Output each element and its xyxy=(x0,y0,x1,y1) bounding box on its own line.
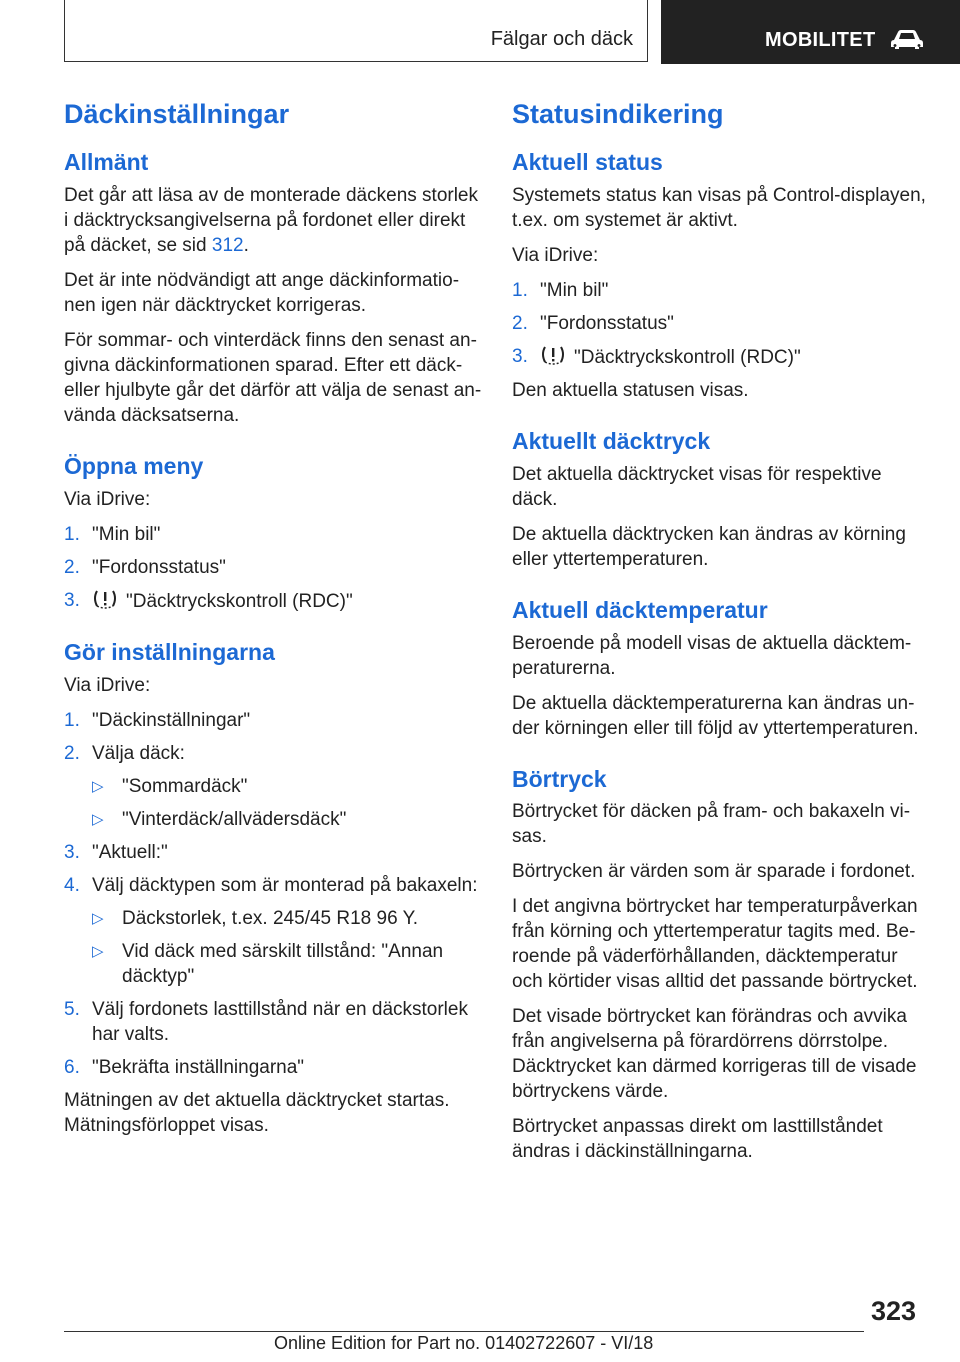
step-text: "Aktuell:" xyxy=(92,841,168,863)
step-text: "Däcktryckskontroll (RDC)" xyxy=(574,347,801,369)
step-number: 1. xyxy=(64,523,80,545)
paragraph: För sommar- och vinterdäck finns den senast angivna däckinformationen sparad. Efter ett däck- eller hjulbyte går det därför att välja de senast använda däcksatserna. xyxy=(64,330,482,427)
sub-item-text: "Vinterdäck/allvädersdäck" xyxy=(122,808,347,830)
triangle-bullet-icon: ▷ xyxy=(92,942,104,960)
list-item xyxy=(64,741,484,832)
step-text: Välj fordonets lasttillstånd när en däckstorlek har valts. xyxy=(92,998,468,1045)
step-text: "Fordonsstatus" xyxy=(540,313,674,335)
page-header xyxy=(64,0,960,64)
step-text: "Min bil" xyxy=(540,280,609,302)
list-item xyxy=(64,555,484,580)
list-item xyxy=(64,708,484,733)
list-item xyxy=(64,840,484,865)
step-number: 2. xyxy=(64,742,80,764)
heading-make-settings: Gör inställningarna xyxy=(64,638,275,665)
sub-list xyxy=(92,906,484,989)
paragraph: Via iDrive: xyxy=(64,674,151,696)
step-text: Välj däcktypen som är monterad på bakaxeln: xyxy=(92,874,478,896)
left-column xyxy=(64,98,484,1148)
list-item xyxy=(64,522,484,547)
triangle-bullet-icon: ▷ xyxy=(92,810,104,828)
heading-target-pressure: Börtryck xyxy=(512,765,607,792)
paragraph: Systemets status kan visas på Control-displayen, t.ex. om systemet är aktivt. xyxy=(512,185,926,232)
list-item xyxy=(512,278,928,303)
sub-item-text: "Sommardäck" xyxy=(122,775,248,797)
sub-list-item xyxy=(92,807,484,832)
paragraph: Börtrycken är värden som är sparade i fordonet. xyxy=(512,861,916,883)
page-number: 323 xyxy=(871,1296,917,1326)
tire-pressure-warning-icon xyxy=(92,588,118,610)
paragraph xyxy=(64,183,484,258)
list-item xyxy=(64,588,484,614)
paragraph: De aktuella däcktemperaturerna kan ändras under körningen eller till följd av yttertemperaturen. xyxy=(512,692,919,739)
paragraph: Beroende på modell visas de aktuella däcktemperaturerna. xyxy=(512,632,912,679)
heading-open-menu: Öppna meny xyxy=(64,453,204,480)
paragraph: Det aktuella däcktrycket visas för respektive däck. xyxy=(512,463,882,510)
sub-list-item xyxy=(92,939,484,989)
footer-edition: Online Edition for Part no. 01402722607 - VI/18 xyxy=(274,1333,654,1353)
steps-list xyxy=(512,278,928,370)
heading-current-pressure: Aktuellt däcktryck xyxy=(512,428,711,455)
step-number: 2. xyxy=(64,556,80,578)
step-text: "Däckinställningar" xyxy=(92,709,251,731)
triangle-bullet-icon: ▷ xyxy=(92,777,104,795)
paragraph: Via iDrive: xyxy=(64,488,151,510)
paragraph: I det angivna börtrycket har temperaturpåverkan från körning och yttertemperatur tagits med. Beroende på väderförhållanden, däcktemperatur och körtider visas alltid det passande börtrycket. xyxy=(512,896,918,993)
section-make-settings xyxy=(64,638,484,1138)
sub-list xyxy=(92,774,484,832)
step-text: "Min bil" xyxy=(92,523,161,545)
section-header-box xyxy=(64,0,648,62)
chapter-title: MOBILITET xyxy=(765,29,876,51)
main-heading-status-indication: Statusindikering xyxy=(512,99,724,129)
heading-current-status: Aktuell status xyxy=(512,149,663,176)
step-number: 3. xyxy=(512,346,528,368)
steps-list xyxy=(64,522,484,614)
step-number: 2. xyxy=(512,313,528,335)
paragraph: Börtrycket anpassas direkt om lasttillståndet ändras i däckinställningarna. xyxy=(512,1116,883,1163)
tire-pressure-warning-icon xyxy=(540,344,566,366)
list-item xyxy=(512,311,928,336)
section-current-pressure xyxy=(512,427,928,572)
sub-item-text: Däckstorlek, t.ex. 245/45 R18 96 Y. xyxy=(122,907,419,929)
sub-list-item xyxy=(92,774,484,799)
step-number: 3. xyxy=(64,841,80,863)
section-current-temperature xyxy=(512,596,928,741)
paragraph: Det visade börtrycket kan förändras och avvika från angivelserna på förardörrens dörrstolpe. Däcktrycket kan därmed korrigeras till de visade börtryckens värde. xyxy=(512,1006,917,1103)
step-text: "Bekräfta inställningarna" xyxy=(92,1056,305,1078)
steps-list xyxy=(64,708,484,1080)
paragraph: Det är inte nödvändigt att ange däckinformationen igen när däcktrycket korrigeras. xyxy=(64,270,460,317)
paragraph: Den aktuella statusen visas. xyxy=(512,380,749,402)
paragraph: Via iDrive: xyxy=(512,245,599,267)
step-number: 1. xyxy=(512,280,528,302)
paragraph: De aktuella däcktrycken kan ändras av körning eller yttertemperaturen. xyxy=(512,523,906,570)
paragraph: Mätningen av det aktuella däcktrycket startas. Mätningsförloppet visas. xyxy=(64,1089,450,1136)
step-number: 5. xyxy=(64,998,80,1020)
section-title: Fälgar och däck xyxy=(490,28,633,50)
section-general xyxy=(64,148,484,428)
step-number: 1. xyxy=(64,709,80,731)
paragraph: Börtrycket för däcken på fram- och bakaxeln visas. xyxy=(512,801,911,848)
main-heading-tire-settings: Däckinställningar xyxy=(64,99,290,129)
page-reference-link[interactable]: 312 xyxy=(211,235,244,257)
step-text: "Fordonsstatus" xyxy=(92,556,226,578)
right-column xyxy=(512,98,928,1174)
step-text: "Däcktryckskontroll (RDC)" xyxy=(126,590,353,612)
section-current-status xyxy=(512,148,928,403)
chapter-tab xyxy=(661,0,960,64)
heading-current-temperature: Aktuell däcktemperatur xyxy=(512,596,768,623)
car-icon xyxy=(890,28,924,50)
step-text: Välja däck: xyxy=(92,742,185,764)
list-item xyxy=(64,1055,484,1080)
paragraph-text: . xyxy=(243,235,249,257)
list-item xyxy=(512,344,928,370)
paragraph-text: Det går att läsa av de monterade däckens storlek i däcktrycksangivelserna på fordonet eller direkt på däcket, se sid xyxy=(64,185,479,257)
heading-general: Allmänt xyxy=(64,149,149,176)
footer-divider xyxy=(64,1331,864,1332)
step-number: 4. xyxy=(64,874,80,896)
triangle-bullet-icon: ▷ xyxy=(92,909,104,927)
section-open-menu xyxy=(64,452,484,614)
step-number: 6. xyxy=(64,1056,80,1078)
step-number: 3. xyxy=(64,589,80,611)
section-target-pressure xyxy=(512,765,928,1165)
list-item xyxy=(64,873,484,989)
list-item xyxy=(64,997,484,1047)
sub-list-item xyxy=(92,906,484,931)
sub-item-text: Vid däck med särskilt tillstånd: "Annan däcktyp" xyxy=(122,940,444,987)
